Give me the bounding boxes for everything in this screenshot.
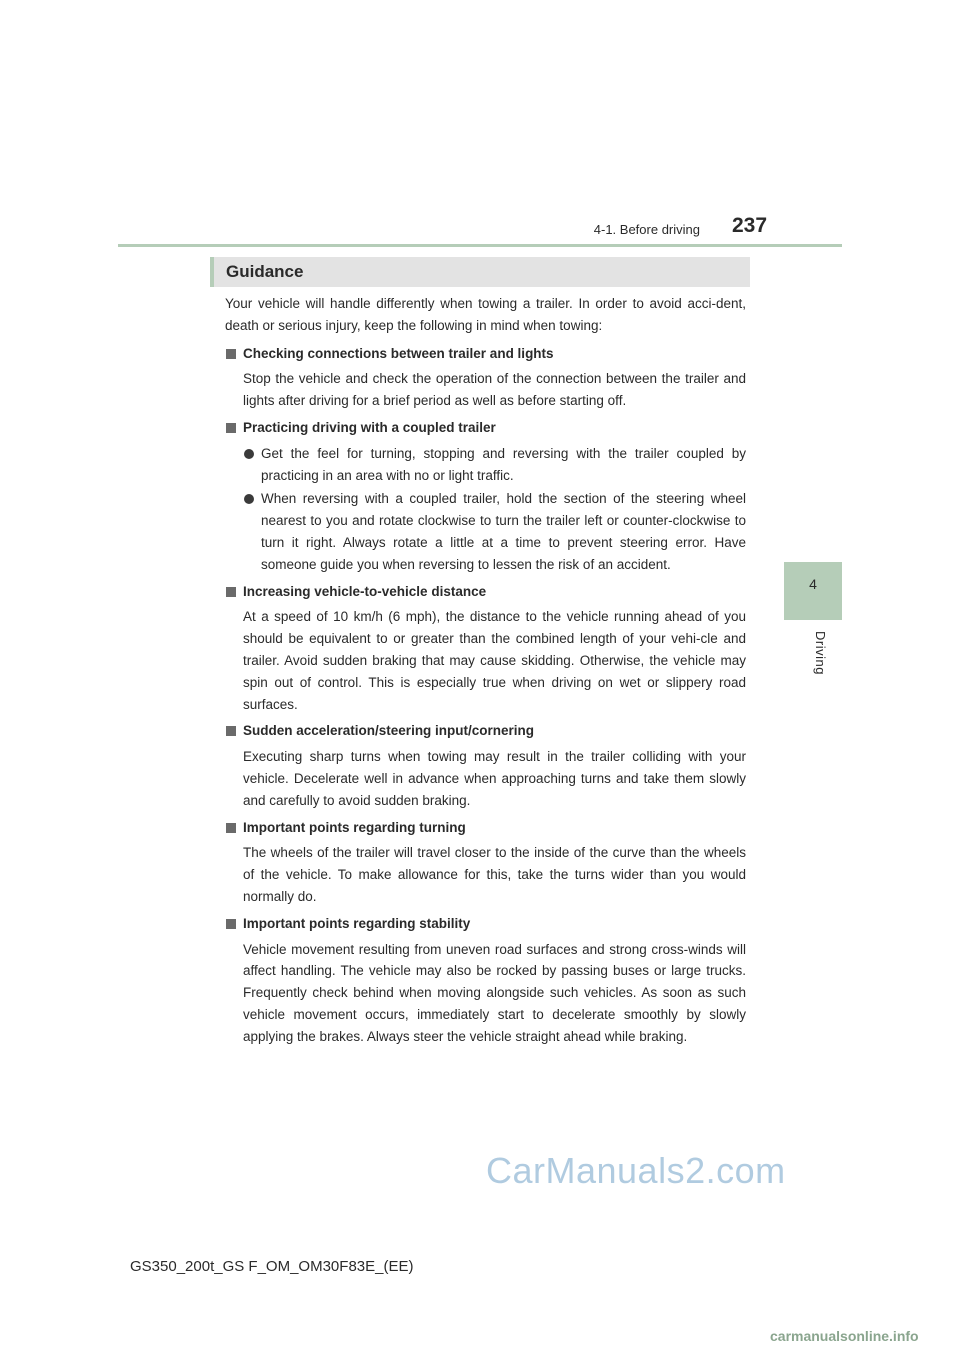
section-turning — [225, 817, 746, 908]
page-number: 237 — [732, 214, 768, 237]
square-bullet-icon — [226, 919, 236, 929]
section-title: 4-1. Before driving — [593, 222, 700, 237]
section-heading — [225, 343, 746, 365]
section-practicing-driving — [225, 417, 746, 576]
section-heading — [225, 581, 746, 603]
section-heading — [225, 417, 746, 439]
square-bullet-icon — [226, 823, 236, 833]
section-stability — [225, 913, 746, 1048]
document-id: GS350_200t_GS F_OM_OM30F83E_(EE) — [130, 1258, 414, 1275]
section-heading-text: Important points regarding stability — [243, 915, 471, 931]
round-bullet-icon — [244, 494, 254, 504]
section-heading — [225, 817, 746, 839]
section-sudden-acceleration — [225, 720, 746, 811]
guidance-content — [225, 293, 746, 1053]
section-body: Executing sharp turns when towing may result in the trailer colliding with your vehicle. Decelerate well in advance when approaching turns and take them slowly and carefully to avoid sudden braking. — [243, 749, 746, 808]
chapter-number: 4 — [809, 576, 817, 592]
section-heading-text: Checking connections between trailer and lights — [243, 345, 554, 361]
guidance-title: Guidance — [226, 262, 304, 281]
section-heading-text: Increasing vehicle-to-vehicle distance — [243, 583, 487, 599]
guidance-heading-bar — [210, 257, 750, 287]
round-bullet-icon — [244, 449, 254, 459]
intro-paragraph: Your vehicle will handle differently when towing a trailer. In order to avoid acci-dent, death or serious injury, keep the following in mind when towing: — [225, 296, 746, 333]
chapter-label: Driving — [813, 631, 828, 675]
bullet-text: When reversing with a coupled trailer, hold the section of the steering wheel nearest to you and rotate clockwise to turn the trailer left or counter-clockwise to turn it right. Always rotate a little at a time to prevent steering error. Have someone guide you when reversing to lessen the risk of an accident. — [261, 491, 746, 572]
bullet-item — [225, 443, 746, 487]
square-bullet-icon — [226, 587, 236, 597]
square-bullet-icon — [226, 349, 236, 359]
watermark-logo: CarManuals2.com — [486, 1150, 786, 1191]
section-checking-connections — [225, 343, 746, 412]
section-body: The wheels of the trailer will travel closer to the inside of the curve than the wheels of the vehicle. To make allowance for this, take the turns wider than you would normally do. — [243, 845, 746, 904]
section-heading — [225, 913, 746, 935]
header-rule — [118, 244, 842, 247]
section-heading — [225, 720, 746, 742]
section-body: Stop the vehicle and check the operation of the connection between the trailer and lights after driving for a brief period as well as before starting off. — [243, 371, 746, 409]
section-heading-text: Practicing driving with a coupled trailer — [243, 419, 496, 435]
section-heading-text: Important points regarding turning — [243, 819, 466, 835]
section-body: Vehicle movement resulting from uneven road surfaces and strong cross-winds will affect handling. The vehicle may also be rocked by passing buses or large trucks. Frequently check behind when moving alongside such vehicles. As soon as such vehicle movement occurs, immediately start to decelerate smoothly by slowly applying the brakes. Always steer the vehicle straight ahead while braking. — [243, 941, 746, 1044]
bullet-text: Get the feel for turning, stopping and reversing with the trailer coupled by practicing in an area with no or light traffic. — [261, 445, 746, 483]
section-vehicle-distance — [225, 581, 746, 716]
square-bullet-icon — [226, 726, 236, 736]
square-bullet-icon — [226, 423, 236, 433]
bullet-item — [225, 488, 746, 575]
section-body: At a speed of 10 km/h (6 mph), the distance to the vehicle running ahead of you should be equivalent to or greater than the combined length of your vehi-cle and trailer. Avoid sudden braking that may cause skidding. Otherwise, the vehicle may spin out of control. This is especially true when driving on wet or slippery road surfaces. — [243, 609, 746, 712]
section-heading-text: Sudden acceleration/steering input/cornering — [243, 723, 535, 739]
footer-site-link[interactable]: carmanualsonline.info — [770, 1328, 919, 1344]
